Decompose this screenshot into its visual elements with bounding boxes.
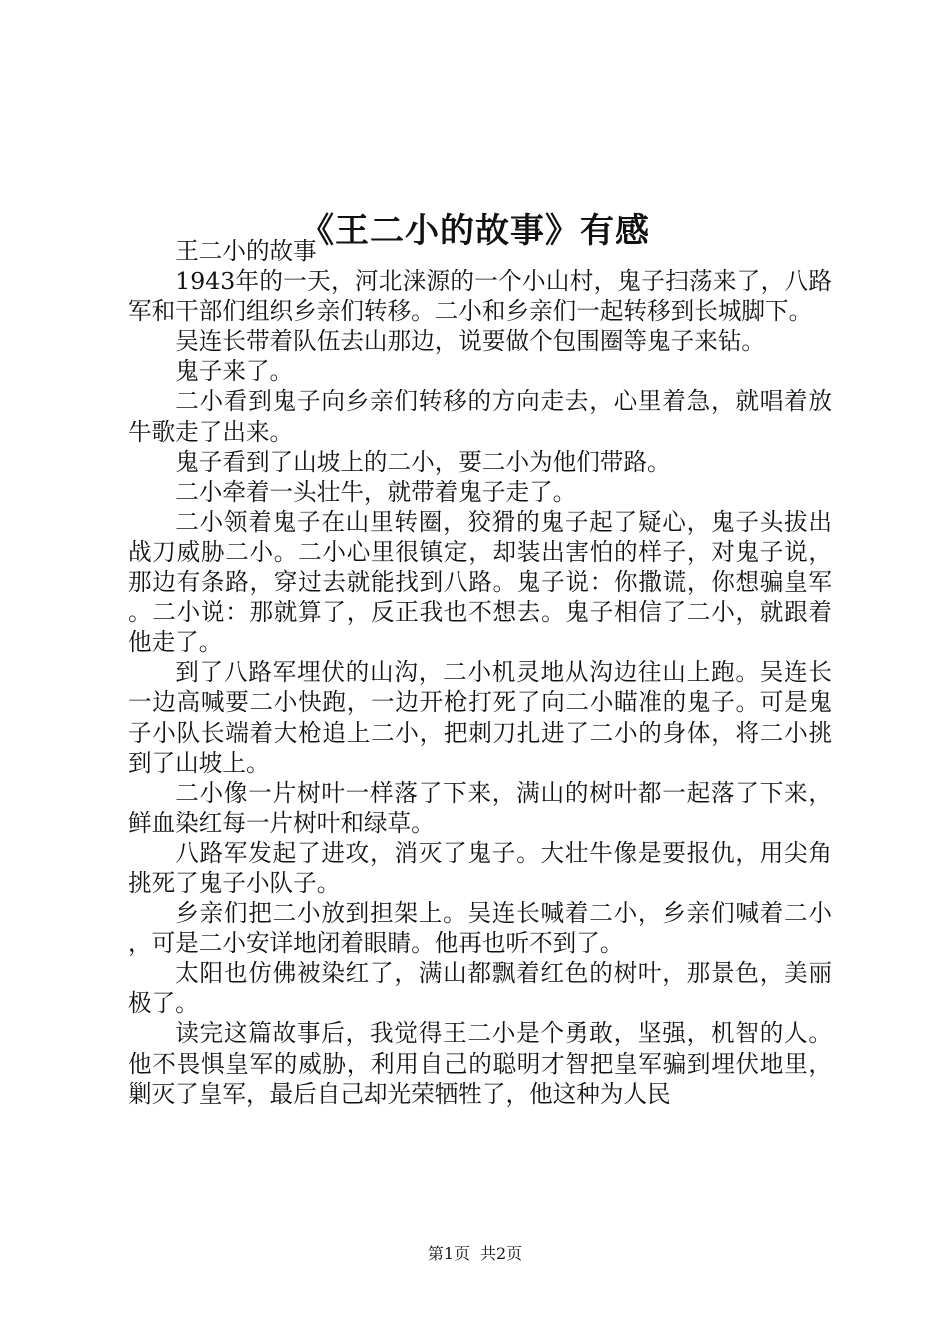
paragraph: 读完这篇故事后，我觉得王二小是个勇敢，坚强，机智的人。他不畏惧皇军的威胁，利用自己的聪明才智把皇军骗到埋伏地里，剿灭了皇军，最后自己却光荣牺牲了，他这种为人民 (128, 1019, 832, 1108)
paragraph: 吴连长带着队伍去山那边，说要做个包围圈等鬼子来钻。 (175, 327, 766, 356)
paragraph-subtitle: 王二小的故事 (175, 237, 317, 265)
paragraph: 太阳也仿佛被染红了，满山都飘着红色的树叶，那景色，美丽极了。 (128, 959, 832, 1018)
paragraph: 鬼子看到了山坡上的二小，要二小为他们带路。 (175, 447, 671, 476)
paragraph: 二小领着鬼子在山里转圈，狡猾的鬼子起了疑心，鬼子头拔出战刀威胁二小。二小心里很镇定，却装出害怕的样子，对鬼子说，那边有条路，穿过去就能找到八路。鬼子说：你撒谎，你想骗皇军。二小说：那就算了，反正我也不想去。鬼子相信了二小，就跟着他走了。 (128, 507, 832, 657)
page-title: 《王二小的故事》有感 (300, 210, 650, 251)
page-footer (0, 1242, 950, 1266)
paragraph: 二小看到鬼子向乡亲们转移的方向走去，心里着急，就唱着放牛歌走了出来。 (128, 387, 832, 446)
page-number: 第1页 (427, 1244, 470, 1263)
paragraph: 1943年的一天，河北涞源的一个小山村，鬼子扫荡来了，八路军和干部们组织乡亲们转移。二小和乡亲们一起转移到长城脚下。 (128, 267, 832, 326)
page-total: 共2页 (480, 1244, 523, 1263)
paragraph: 八路军发起了进攻，消灭了鬼子。大壮牛像是要报仇，用尖角挑死了鬼子小队子。 (128, 838, 832, 897)
document-body (128, 236, 832, 1109)
paragraph: 二小像一片树叶一样落了下来，满山的树叶都一起落了下来，鲜血染红每一片树叶和绿草。 (128, 778, 832, 837)
paragraph: 二小牵着一头壮牛，就带着鬼子走了。 (175, 477, 577, 506)
paragraph: 鬼子来了。 (175, 357, 294, 386)
paragraph: 到了八路军埋伏的山沟，二小机灵地从沟边往山上跑。吴连长一边高喊要二小快跑，一边开枪打死了向二小瞄准的鬼子。可是鬼子小队长端着大枪追上二小，把刺刀扎进了二小的身体，将二小挑到了山坡上。 (128, 658, 832, 777)
paragraph: 乡亲们把二小放到担架上。吴连长喊着二小，乡亲们喊着二小，可是二小安详地闭着眼睛。他再也听不到了。 (128, 899, 832, 958)
